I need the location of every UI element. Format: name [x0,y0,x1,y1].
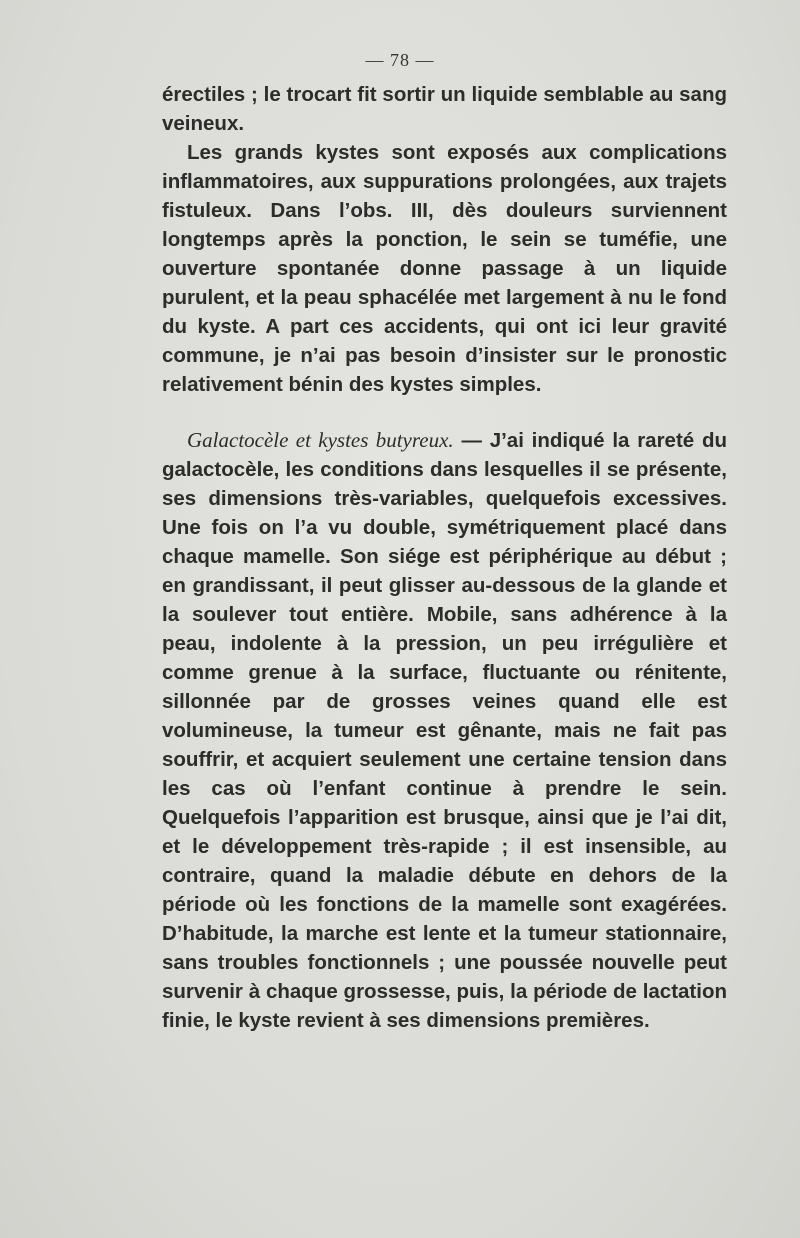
section-heading: Galactocèle et kystes butyreux. [187,428,454,452]
paragraph-kystes-complications: Les grands kystes sont exposés aux complications inflammatoires, aux suppurations prolongées, aux trajets fistuleux. Dans l’obs. III, dès douleurs surviennent longtemps après la ponction, le sein se tuméfie, une ouverture spontanée donne passage à un liquide purulent, et la peau sphacélée met largement à nu le fond du kyste. A part ces accidents, qui ont ici leur gravité commune, je n’ai pas besoin d’insister sur le pronostic relativement bénin des kystes simples. [162,141,727,396]
paragraph-galactocele [162,426,727,1035]
page-body [162,80,727,1035]
paragraph-continuation: érectiles ; le trocart fit sortir un liquide semblable au sang veineux. [162,83,727,135]
section-body-text: — J’ai indiqué la rareté du galactocèle, les conditions dans lesquelles il se présente, ses dimensions très-variables, quelquefois excessives. Une fois on l’a vu double, symétriquement placé dans chaque mamelle. Son siége est périphérique au début ; en grandissant, il peut glisser au-dessous de la glande et la soulever tout entière. Mobile, sans adhérence à la peau, indolente à la pression, un peu irrégulière et comme grenue à la surface, fluctuante ou rénitente, sillonnée par de grosses veines quand elle est volumineuse, la tumeur est gênante, mais ne fait pas souffrir, et acquiert seulement une certaine tension dans les cas où l’enfant continue à prendre le sein. Quelquefois l’apparition est brusque, ainsi que je l’ai dit, et le développement très-rapide ; il est insensible, au contraire, quand la maladie débute en dehors de la période où les fonctions de la mamelle sont exagérées. D’habitude, la marche est lente et la tumeur stationnaire, sans troubles fonctionnels ; une poussée nouvelle peut survenir à chaque grossesse, puis, la période de lactation finie, le kyste revient à ses dimensions premières. [162,429,727,1032]
page-number: — 78 — [365,50,435,70]
